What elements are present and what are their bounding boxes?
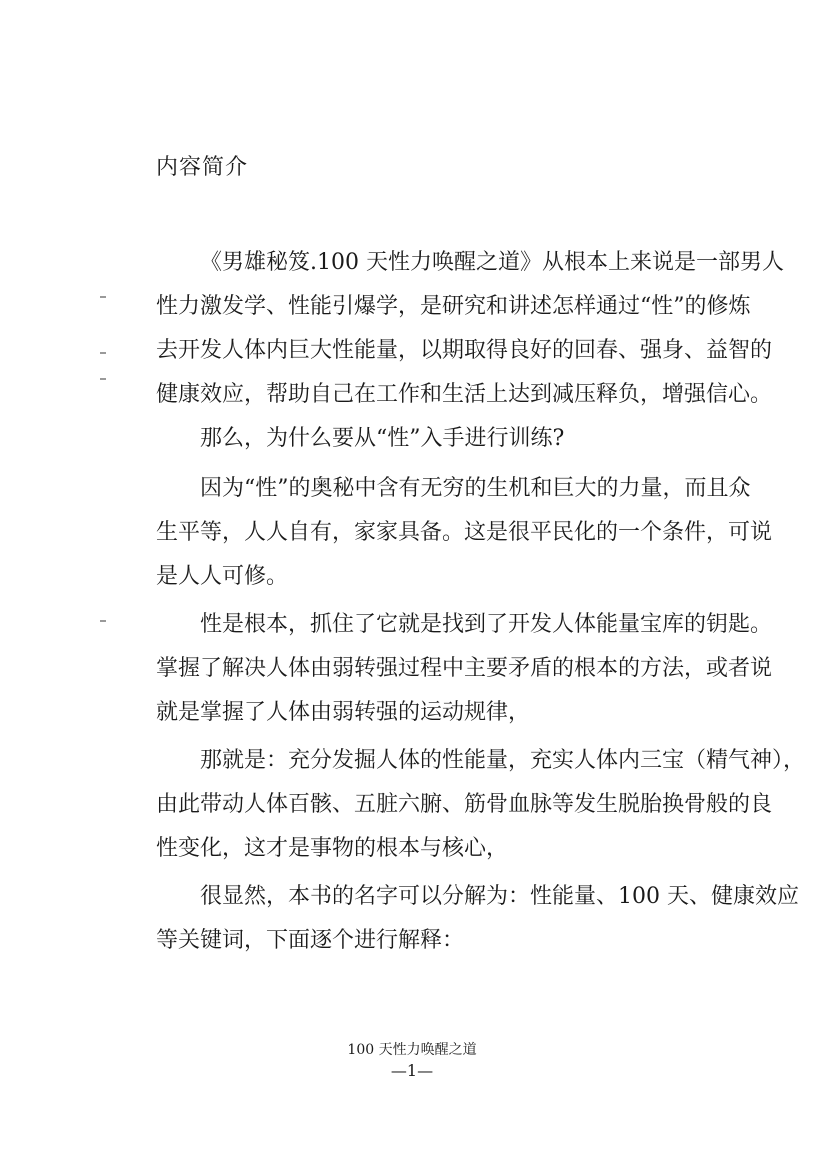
- footer-book-title: 100 天性力唤醒之道: [347, 1042, 477, 1058]
- paragraph-line: 去开发人体内巨大性能量，以期取得良好的回春、强身、益智的: [156, 338, 773, 363]
- scan-mark: [100, 378, 106, 380]
- paragraph-line: 性力激发学、性能引爆学，是研究和讲述怎样通过“性”的修炼: [156, 294, 751, 319]
- paragraph-line: 生平等，人人自有，家家具备。这是很平民化的一个条件，可说: [156, 520, 773, 545]
- paragraph-line: 等关键词，下面逐个进行解释：: [156, 928, 465, 953]
- paragraph-line: 就是掌握了人体由弱转强的运动规律，: [156, 700, 531, 725]
- scan-mark: [100, 296, 106, 298]
- paragraph-line: 那么，为什么要从“性”入手进行训练?: [200, 426, 565, 451]
- page-number: —1—: [390, 1061, 434, 1080]
- paragraph-line: 性变化，这才是事物的根本与核心，: [156, 836, 509, 861]
- paragraph-line: 健康效应，帮助自己在工作和生活上达到减压释负，增强信心。: [156, 382, 773, 407]
- paragraph-line: 很显然，本书的名字可以分解为：性能量、100 天、健康效应: [200, 884, 799, 909]
- paragraph-line: 因为“性”的奥秘中含有无穷的生机和巨大的力量，而且众: [200, 476, 751, 501]
- paragraph-line: 性是根本，抓住了它就是找到了开发人体能量宝库的钥匙。: [200, 612, 773, 637]
- paragraph-line: 是人人可修。: [156, 564, 289, 589]
- paragraph-line: 那就是：充分发掘人体的性能量，充实人体内三宝（精气神），: [200, 748, 806, 773]
- paragraph-line: 由此带动人体百骸、五脏六腑、筋骨血脉等发生脱胎换骨般的良: [156, 792, 773, 817]
- section-heading: 内容简介: [156, 155, 249, 180]
- scan-mark: [100, 352, 106, 354]
- paragraph-line: 掌握了解决人体由弱转强过程中主要矛盾的根本的方法，或者说: [156, 656, 773, 681]
- scan-mark: [100, 620, 106, 622]
- paragraph-line: 《男雄秘笈.100 天性力唤醒之道》从根本上来说是一部男人: [200, 250, 784, 275]
